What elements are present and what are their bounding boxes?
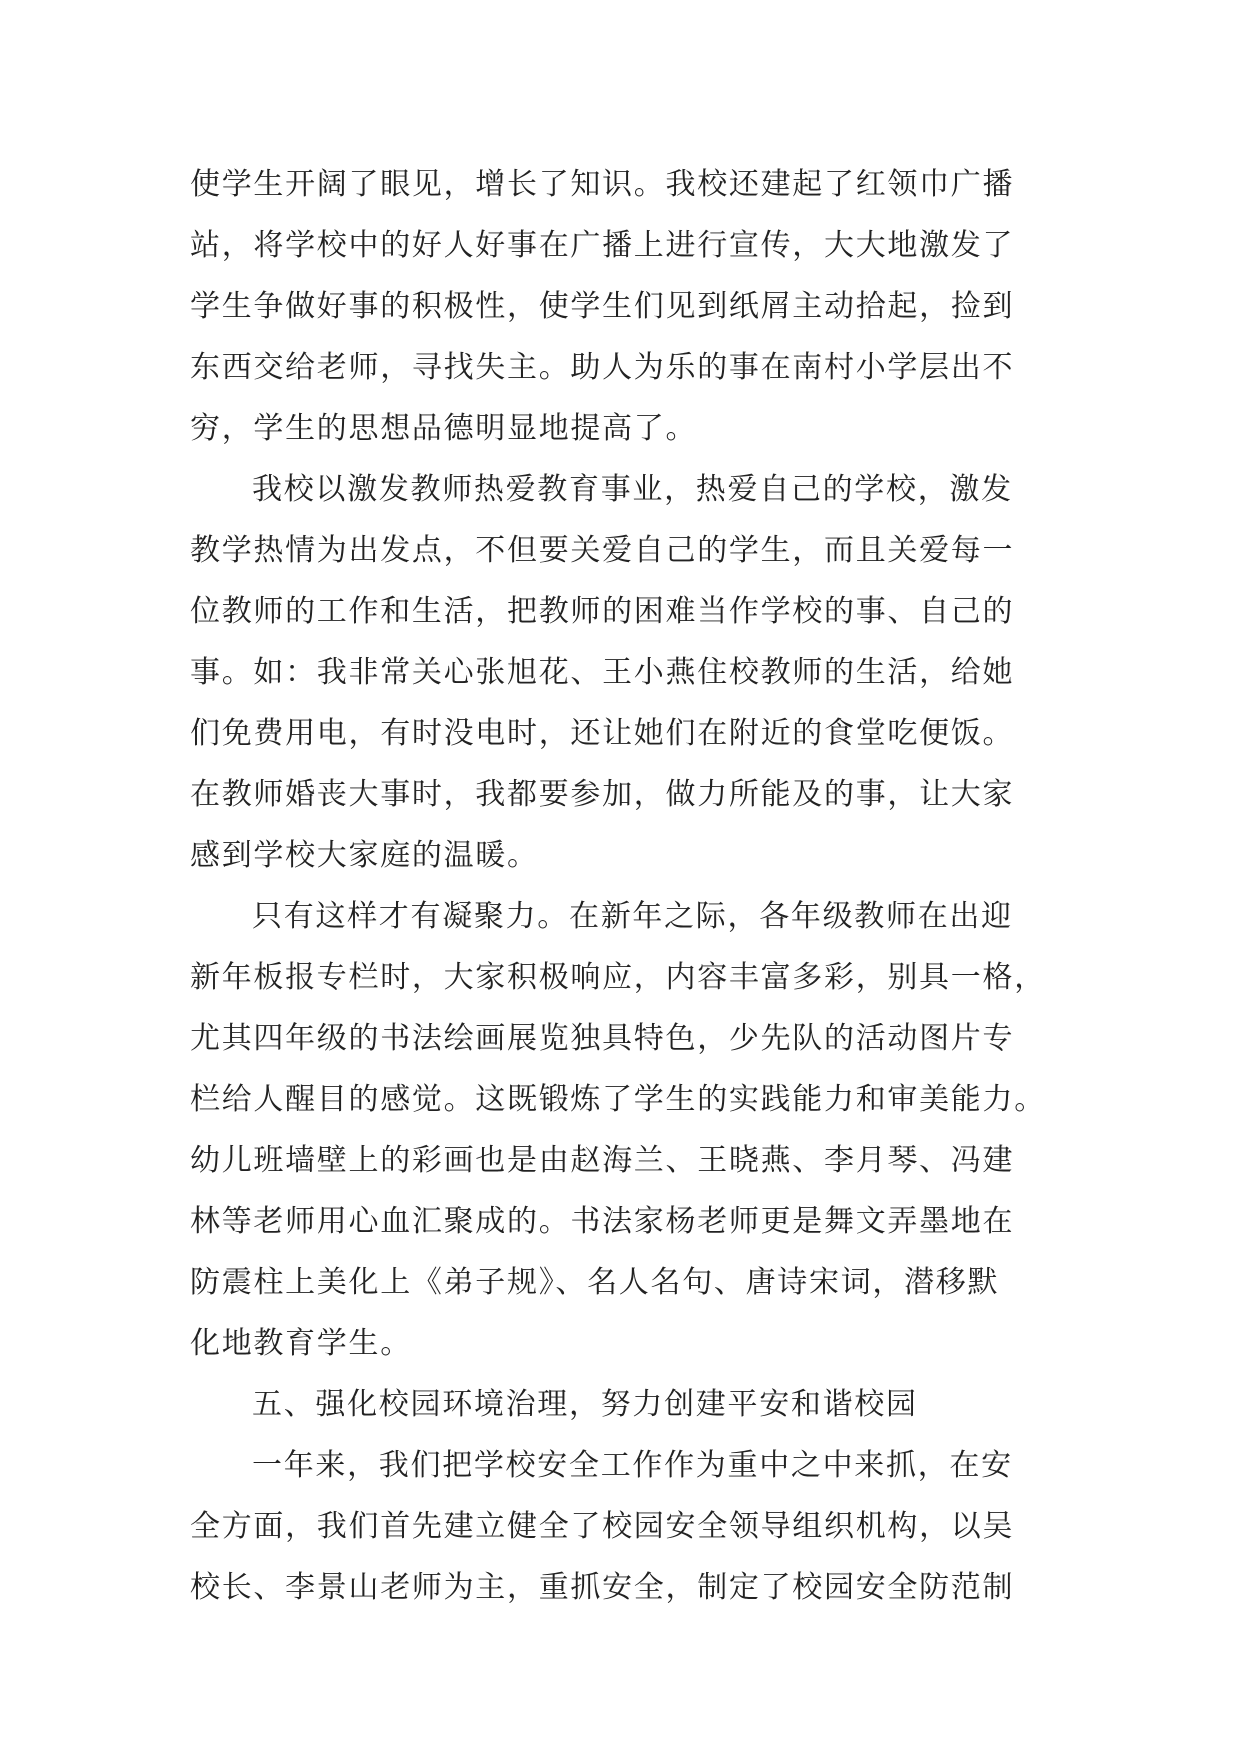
document-body xyxy=(190,154,1050,1618)
text-line: 栏给人醒目的感觉。这既锻炼了学生的实践能力和审美能力。 xyxy=(190,1082,1046,1117)
text-line: 在教师婚丧大事时，我都要参加，做力所能及的事，让大家 xyxy=(190,777,1015,812)
text-line: 林等老师用心血汇聚成的。书法家杨老师更是舞文弄墨地在 xyxy=(190,1204,1015,1239)
text-line: 学生争做好事的积极性，使学生们见到纸屑主动拾起，捡到 xyxy=(190,289,1015,324)
section-heading: 五、强化校园环境治理，努力创建平安和谐校园 xyxy=(252,1387,918,1422)
text-line: 全方面，我们首先建立健全了校园安全领导组织机构，以吴 xyxy=(190,1509,1015,1544)
paragraph-first-line: 只有这样才有凝聚力。在新年之际，各年级教师在出迎 xyxy=(252,899,1013,934)
text-line: 幼儿班墙壁上的彩画也是由赵海兰、王晓燕、李月琴、冯建 xyxy=(190,1143,1015,1178)
text-line: 穷，学生的思想品德明显地提高了。 xyxy=(190,411,698,446)
text-line: 位教师的工作和生活，把教师的困难当作学校的事、自己的 xyxy=(190,594,1015,629)
text-line: 新年板报专栏时，大家积极响应，内容丰富多彩，别具一格， xyxy=(190,960,1046,995)
text-line: 尤其四年级的书法绘画展览独具特色，少先队的活动图片专 xyxy=(190,1021,1015,1056)
paragraph-first-line: 我校以激发教师热爱教育事业，热爱自己的学校，激发 xyxy=(252,472,1013,507)
text-line: 使学生开阔了眼见，增长了知识。我校还建起了红领巾广播 xyxy=(190,167,1015,202)
text-line: 教学热情为出发点，不但要关爱自己的学生，而且关爱每一 xyxy=(190,533,1015,568)
text-line: 站，将学校中的好人好事在广播上进行宣传，大大地激发了 xyxy=(190,228,1015,263)
text-line: 防震柱上美化上《弟子规》、名人名句、唐诗宋词，潜移默 xyxy=(190,1265,1000,1300)
paragraph-first-line: 一年来，我们把学校安全工作作为重中之中来抓，在安 xyxy=(252,1448,1013,1483)
text-line: 化地教育学生。 xyxy=(190,1326,412,1361)
text-line: 们免费用电，有时没电时，还让她们在附近的食堂吃便饭。 xyxy=(190,716,1015,751)
text-line: 事。如：我非常关心张旭花、王小燕住校教师的生活，给她 xyxy=(190,655,1015,690)
text-line: 校长、李景山老师为主，重抓安全，制定了校园安全防范制 xyxy=(190,1570,1015,1605)
text-line: 东西交给老师，寻找失主。助人为乐的事在南村小学层出不 xyxy=(190,350,1015,385)
text-line: 感到学校大家庭的温暖。 xyxy=(190,838,539,873)
